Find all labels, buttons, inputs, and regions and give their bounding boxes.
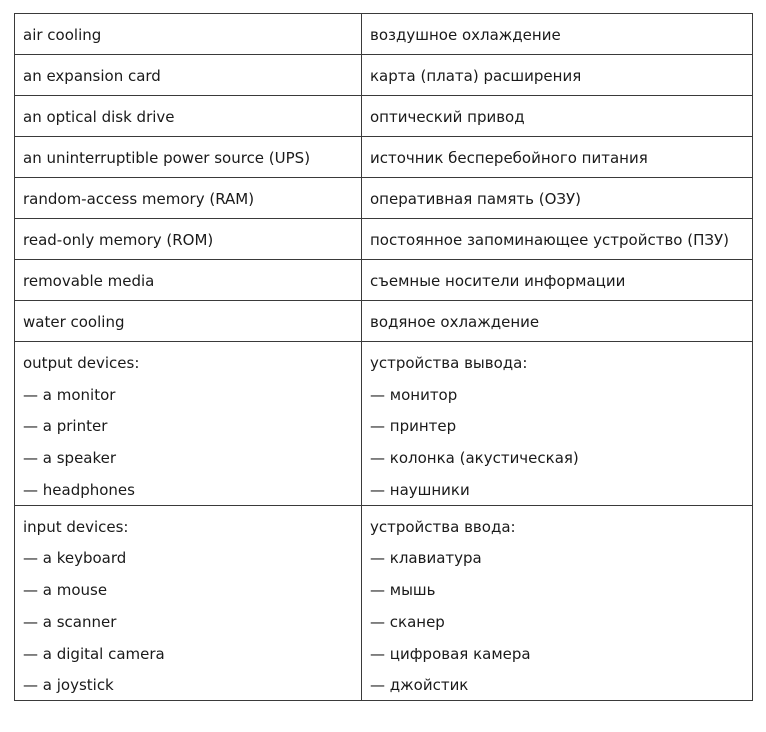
table-row — [15, 178, 753, 219]
list-item: — a digital camera — [23, 644, 165, 663]
input-devices-english — [15, 505, 362, 700]
list-item: — принтер — [370, 417, 457, 436]
table-row — [15, 137, 753, 178]
table-row — [15, 219, 753, 260]
term-english: removable media — [15, 260, 362, 301]
list-item: — a printer — [23, 417, 108, 436]
term-english: air cooling — [15, 14, 362, 55]
list-item: устройства вывода: — [370, 354, 528, 372]
table-row — [15, 301, 753, 342]
term-russian: съемные носители информации — [362, 260, 753, 301]
list-item: input devices: — [23, 517, 129, 536]
input-devices-russian — [362, 505, 753, 700]
list-item: устройства ввода: — [370, 517, 516, 536]
output-devices-russian — [362, 342, 753, 506]
list-item: — a scanner — [23, 612, 117, 631]
term-english: an expansion card — [15, 55, 362, 96]
list-item: — цифровая камера — [370, 644, 531, 663]
list-item: — headphones — [23, 480, 135, 499]
list-item: — джойстик — [370, 676, 469, 695]
list-item: — колонка (акустическая) — [370, 449, 579, 468]
output-devices-english — [15, 342, 362, 506]
list-item: — a joystick — [23, 676, 114, 695]
list-item: — монитор — [370, 385, 458, 404]
list-item: — клавиатура — [370, 549, 482, 568]
table-row — [15, 55, 753, 96]
table-row — [15, 260, 753, 301]
term-english: an uninterruptible power source (UPS) — [15, 137, 362, 178]
list-item: — a monitor — [23, 385, 116, 404]
term-russian: воздушное охлаждение — [362, 14, 753, 55]
list-item: output devices: — [23, 354, 140, 372]
list-item: — a keyboard — [23, 549, 127, 568]
table-row — [15, 96, 753, 137]
term-english: water cooling — [15, 301, 362, 342]
term-russian: постоянное запоминающее устройство (ПЗУ) — [362, 219, 753, 260]
list-item: — наушники — [370, 480, 470, 499]
term-russian: оптический привод — [362, 96, 753, 137]
term-russian: карта (плата) расширения — [362, 55, 753, 96]
term-english: random-access memory (RAM) — [15, 178, 362, 219]
term-english: read-only memory (ROM) — [15, 219, 362, 260]
input-devices-row — [15, 505, 753, 700]
term-russian: оперативная память (ОЗУ) — [362, 178, 753, 219]
table-row — [15, 14, 753, 55]
list-item: — a mouse — [23, 581, 108, 600]
term-russian: источник бесперебойного питания — [362, 137, 753, 178]
output-devices-row — [15, 342, 753, 506]
term-english: an optical disk drive — [15, 96, 362, 137]
list-item: — сканер — [370, 612, 445, 631]
term-russian: водяное охлаждение — [362, 301, 753, 342]
list-item: — a speaker — [23, 449, 117, 468]
list-item: — мышь — [370, 581, 436, 600]
vocabulary-table — [14, 13, 753, 701]
